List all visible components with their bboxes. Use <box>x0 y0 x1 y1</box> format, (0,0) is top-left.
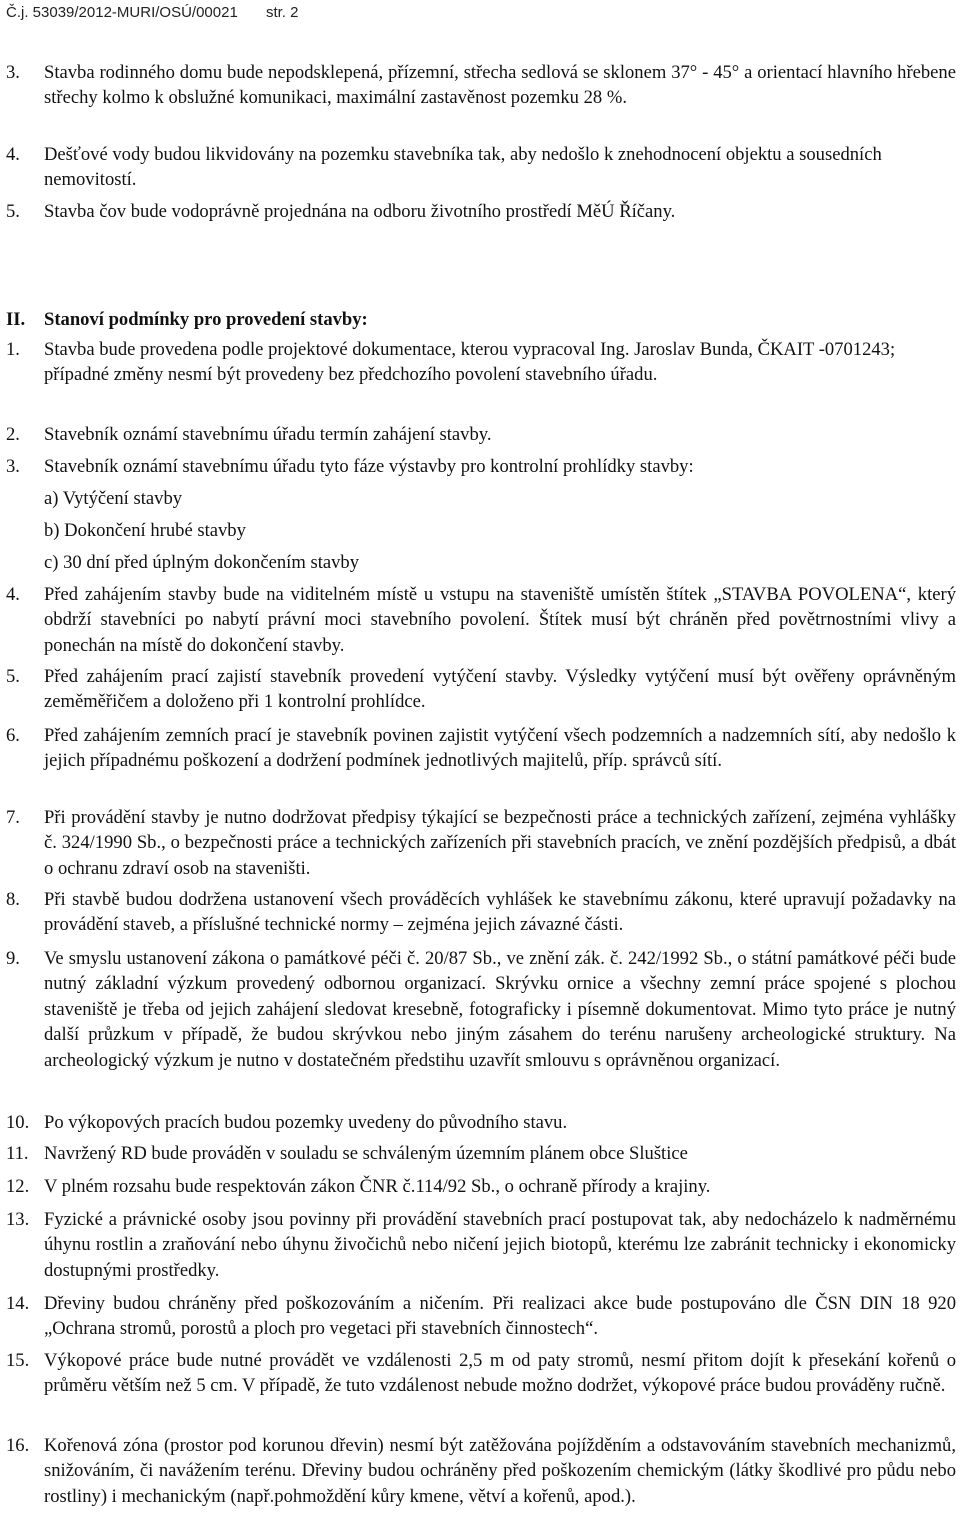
item-number: 10. <box>6 1112 30 1133</box>
list-item <box>6 1110 956 1135</box>
item-number: 4. <box>6 144 20 165</box>
item-number: 3. <box>6 62 20 83</box>
item-number: 7. <box>6 807 20 828</box>
item-text: Stavba čov bude vodoprávně projednána na odboru životního prostředí MěÚ Říčany. <box>44 201 676 222</box>
item-number: 1. <box>6 339 20 360</box>
list-item <box>6 60 956 111</box>
document-reference: Č.j. 53039/2012-MURI/OSÚ/00021 <box>6 4 238 21</box>
item-number: 5. <box>6 201 20 222</box>
item-text: Ve smyslu ustanovení zákona o památkové péči č. 20/87 Sb., ve znění zák. č. 242/1992 Sb., o státní památkové péči bude nutný základní výzkum provedený odbornou organizací. Skrývku ornice a všechny zemní práce spojené s plochou staveniště je třeba od jejich zahájení sledovat kresebně, fotograficky i písemně dokumentovat. Mimo tyto práce je nutný další průzkum v případě, že budou skrývkou nebo jiným zásahem do terénu narušeny archeologické struktury. Na archeologický výzkum je nutno v dostatečném předstihu uzavřít smlouvu s oprávněnou organizací. <box>44 948 956 1071</box>
item-text: Navržený RD bude prováděn v souladu se schváleným územním plánem obce Slušt​ice <box>44 1143 688 1164</box>
list-item <box>6 1141 956 1166</box>
item-text: Stavebník oznámí stavebnímu úřadu tyto fáze výstavby pro kontrolní prohlídky stavby: <box>44 456 694 477</box>
sub-item: b) Dokončení hrubé stavby <box>44 520 246 541</box>
list-item <box>6 199 956 224</box>
sub-item: c) 30 dní před úplným dokončením stavby <box>44 552 360 573</box>
list-item <box>6 805 956 881</box>
page-number: str. 2 <box>265 4 299 21</box>
item-number: 15. <box>6 1350 30 1371</box>
list-item <box>6 422 956 447</box>
item-number: 12. <box>6 1176 30 1197</box>
item-number: 6. <box>6 725 20 746</box>
list-item <box>6 1291 956 1342</box>
section-title: Stanoví podmínky pro provedení stavby: <box>44 309 368 330</box>
item-text: Stavebník oznámí stavebnímu úřadu termín zahájení stavby. <box>44 424 492 445</box>
list-item <box>6 1348 956 1399</box>
item-text: Kořenová zóna (prostor pod korunou dřevin) nesmí být zatěžována pojížděním a odstavováním stavebních mechanizmů, snižováním, či navážením terénu. Dřeviny budou ochráněny před poškozením chemickým (látky škodlivé pro půdu nebo rostliny) i mechanickým (např.pohmoždění kůry kmene, větví a kořenů, apod.). <box>44 1435 956 1507</box>
list-item <box>6 454 956 479</box>
item-text: V plném rozsahu bude respektován zákon ČNR č.114/92 Sb., o ochraně přírody a krajiny. <box>44 1176 711 1197</box>
list-item <box>6 887 956 938</box>
item-text: Dešťové vody budou likvidovány na pozemku stavebníka tak, aby nedošlo k znehodnocení objektu a sousedních nemovitostí. <box>44 144 882 191</box>
item-number: 2. <box>6 424 20 445</box>
list-item <box>6 664 956 715</box>
item-number: 11. <box>6 1143 29 1164</box>
list-item <box>6 1174 956 1199</box>
item-number: 14. <box>6 1293 30 1314</box>
page-header <box>6 4 298 21</box>
item-text: Při provádění stavby je nutno dodržovat předpisy týkající se bezpečnosti práce a technických zařízení, zejména vyhlášky č. 324/1990 Sb., o bezpečnosti práce a technických zařízeních při stavebních pracích, ve znění pozdějších předpisů, a dbát o ochranu zdraví osob na staveništi. <box>44 807 956 879</box>
item-number: 8. <box>6 889 20 910</box>
item-text: Před zahájením stavby bude na viditelném místě u vstupu na staveniště umístěn štítek „STAVBA POVOLENA“, který obdrží stavebníci po nabytí právní moci stavebního povolení. Štítek musí být chráněn před povětrnostními vlivy a ponechán na místě do dokončení stavby. <box>44 584 956 656</box>
item-number: 16. <box>6 1435 30 1456</box>
list-item <box>6 142 956 193</box>
section-number: II. <box>6 309 26 330</box>
item-text: Dřeviny budou chráněny před poškozováním a ničením. Při realizaci akce bude postupováno dle ČSN DIN 18 920 „Ochrana stromů, porostů a ploch pro vegetaci při stavebních činnostech“. <box>44 1293 956 1340</box>
item-number: 3. <box>6 456 20 477</box>
item-text: Před zahájením prací zajistí stavebník provedení vytýčení stavby. Výsledky vytýčení musí být ověřeny oprávněným zeměměřičem a doloženo při 1 kontrolní prohlídce. <box>44 666 956 713</box>
item-text: Stavba rodinného domu bude nepodsklepená, přízemní, střecha sedlová se sklonem 37° - 45° a orientací hlavního hřebene střechy kolmo k obslužné komunikaci, maximální zastavěnost pozemku 28 %. <box>44 62 956 109</box>
list-item <box>6 1433 956 1509</box>
list-item <box>6 1207 956 1283</box>
list-item <box>6 582 956 658</box>
item-text: Výkopové práce bude nutné provádět ve vzdálenosti 2,5 m od paty stromů, nesmí přitom dojít k přesekání kořenů o průměru větším než 5 cm. V případě, že tuto vzdálenost nebude možno dodržet, výkopové práce budou prováděny ručně. <box>44 1350 956 1397</box>
item-text: Stavba bude provedena podle projektové dokumentace, kterou vypracoval Ing. Jaroslav Bunda, ČKAIT -0701243; případné změny nesmí být provedeny bez předchozího povolení stavebního úřadu. <box>44 339 896 386</box>
sub-item: a) Vytýčení stavby <box>44 488 183 509</box>
item-number: 13. <box>6 1209 30 1230</box>
section-heading <box>6 307 368 332</box>
item-number: 4. <box>6 584 20 605</box>
item-text: Před zahájením zemních prací je stavebník povinen zajistit vytýčení všech podzemních a nadzemních sítí, aby nedošlo k jejich případnému poškození a dodržení podmínek jednotlivých majitelů, příp. správců sítí. <box>44 725 956 772</box>
item-number: 5. <box>6 666 20 687</box>
list-item <box>6 723 956 774</box>
item-text: Po výkopových pracích budou pozemky uvedeny do původního stavu. <box>44 1112 568 1133</box>
list-item <box>6 946 956 1073</box>
item-text: Fyzické a právnické osoby jsou povinny při provádění stavebních prací postupovat tak, aby nedocházelo k nadměrnému úhynu rostlin a zraňování nebo úhynu živočichů nebo ničení jejich biotopů, kterému lze zabránit technicky i ekonomicky dostupnými prostředky. <box>44 1209 956 1281</box>
item-text: Při stavbě budou dodržena ustanovení všech prováděcích vyhlášek ke stavebnímu zákonu, které upravují požadavky na provádění staveb, a příslušné technické normy – zejména jejich závazné části. <box>44 889 956 936</box>
item-number: 9. <box>6 948 20 969</box>
list-item <box>6 337 956 388</box>
